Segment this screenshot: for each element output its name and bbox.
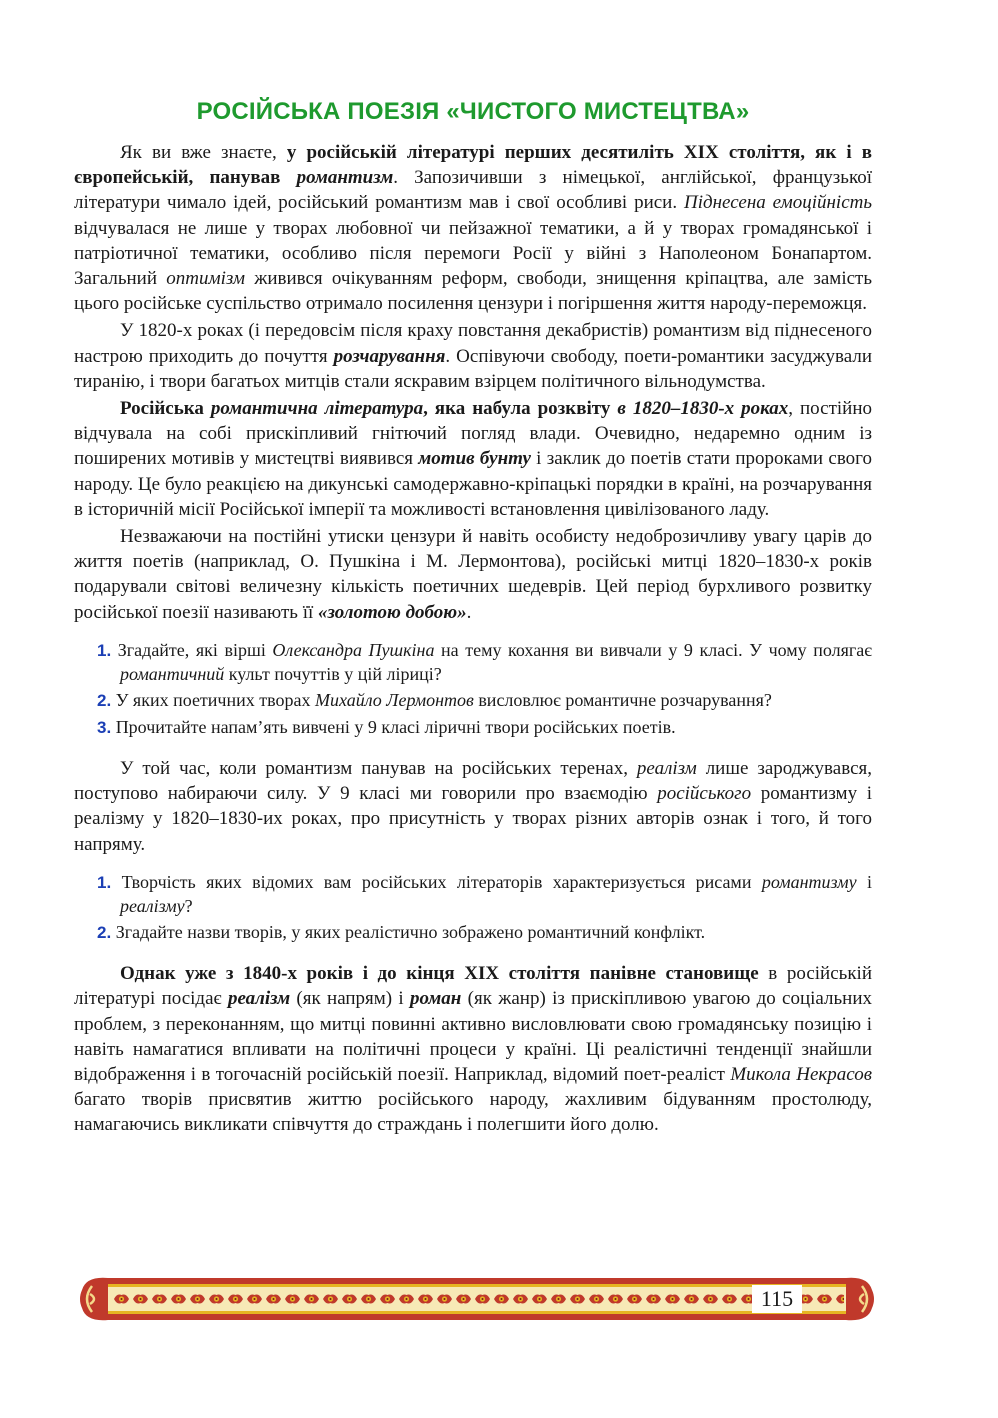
- task-item: 2. У яких поетичних творах Михайло Лермонтов висловлює романтичне розчарування?: [97, 690, 772, 711]
- paragraph-2: У 1820-х роках (і передовсім після краху повстання декабристів) романтизм від піднесеного настрою приходить до почуття розчарування. Оспівуючи свободу, поети-романтики засуджували тиранію, і твори багатьох митців стали яскравим взірцем політичного вільнодумства.: [74, 320, 872, 392]
- paragraph-5: У той час, коли романтизм панував на російських теренах, реалізм лише зароджувався, поступово набираючи силу. У 9 класі ми говорили про взаємодію російського романтизму і реалізму у 1820–1830-их роках, про присутність у творах різних авторів ознак і того, й того напряму.: [74, 758, 872, 855]
- task-item: 3. Прочитайте напам’ять вивчені у 9 класі ліричні твори російських поетів.: [97, 717, 676, 738]
- page-title: РОСІЙСЬКА ПОЕЗІЯ «ЧИСТОГО МИСТЕЦТВА»: [196, 98, 750, 125]
- paragraph-6: Однак уже з 1840-х років і до кінця XIX століття панівне становище в російській літературі посідає реалізм (як напрям) і роман (як жанр) із прискіпливою увагою до соціальних проблем, з переконанням, що митці повинні активно висловлювати свою громадянську позицію і навіть намагатися впливати на політичні процеси у країні. Ці реалістичні тенденції знайшли відображення і в тогочасній російській поезії. Наприклад, відомий поет-реаліст Микола Некрасов багато творів присвятив життю російського народу, жахливим бідуванням простолюду, намагаючись викликати співчуття до страждань і полегшити його долю.: [74, 963, 872, 1136]
- page-number: 115: [752, 1285, 802, 1313]
- paragraph-4: Незважаючи на постійні утиски цензури й навіть особисту недоброзичливу увагу царів до життя поетів (наприклад, О. Пушкіна і М. Лермонтова), російські митці 1820–1830-х років подарували світові величезну кількість поетичних шедеврів. Цей період бурхливого розвитку російської поезії називають її «золотою добою».: [74, 526, 872, 623]
- task-item: 1. Творчість яких відомих вам російських літераторів характеризується рисами романтизму і реалізму?: [97, 871, 872, 916]
- body-text: [74, 140, 872, 1138]
- task-item: 1. Згадайте, які вірші Олександра Пушкіна на тему кохання ви вивчали у 9 класі. У чому полягає романтичний культ почуттів у цій ліриці?: [97, 639, 872, 684]
- task-item: 2. Згадайте назви творів, у яких реалістично зображено романтичний конфлікт.: [97, 922, 706, 943]
- task-list-2: [74, 871, 872, 945]
- paragraph-3: Російська романтична література, яка набула розквіту в 1820–1830-х роках, постійно відчувала на собі прискіпливий гнітючий погляд влади. Очевидно, недаремно одним із поширених мотивів у мистецтві виявився мотив бунту і заклик до поетів стати пророками свого народу. Це було реакцією на дикунські самодержавно-кріпацькі порядки в країні, на розчарування в історичній місії Російської імперії та можливості встановлення цивілізованого ладу.: [74, 398, 872, 520]
- paragraph-1: Як ви вже знаєте, у російській літературі перших десятиліть XIX століття, як і в європейській, панував романтизм. Запозичивши з німецької, англійської, французької літератури чимало ідей, російський романтизм мав і свої особливі риси. Піднесена емоційність відчувалася не лише у творах любовної чи пейзажної тематики, а й у творах громадянської і патріотичної тематики, особливо після перемоги Росії у війні з Наполеоном Бонапартом. Загальний оптимізм живився очікуванням реформ, свободи, знищення кріпацтва, але замість цього російське суспільство отримало посилення цензури і погіршення життя народу-переможця.: [74, 142, 873, 315]
- task-list-1: [74, 639, 872, 740]
